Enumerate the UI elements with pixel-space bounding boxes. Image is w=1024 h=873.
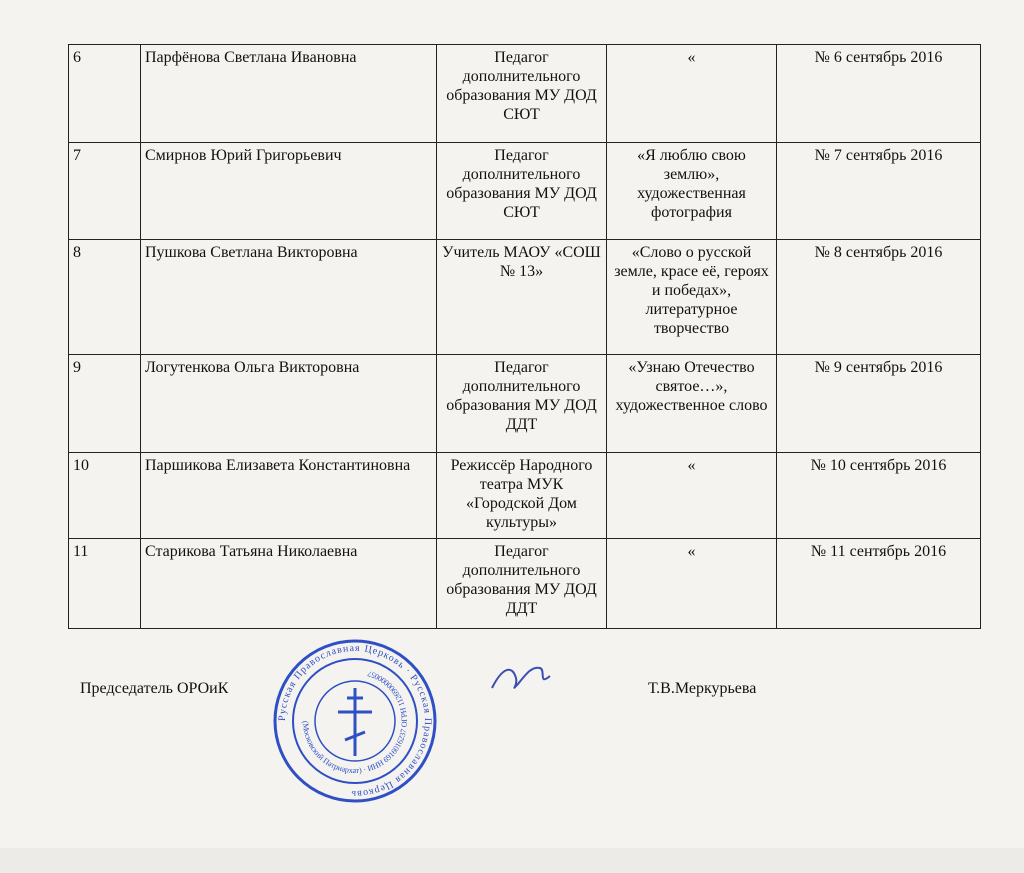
chairman-label: Председатель ОРОиК [80,680,229,697]
table-row [69,453,981,539]
row-number: 8 [69,240,141,355]
table-row [69,539,981,629]
table-row [69,240,981,355]
nomination-work: « [607,45,777,143]
page-bottom-margin [0,848,1024,873]
row-number: 9 [69,355,141,453]
certificates-table [68,44,981,629]
church-stamp-seal [270,636,440,806]
signatory-name: Т.В.Меркурьева [648,680,757,697]
row-number: 7 [69,143,141,240]
certificate-number: № 6 сентябрь 2016 [777,45,981,143]
nomination-work: «Слово о русской земле, красе её, героях и победах», литературное творчество [607,240,777,355]
handwritten-signature [488,658,558,700]
participant-name: Паршикова Елизавета Константиновна [141,453,437,539]
svg-text:Русская Православная Церковь ·: Русская Православная Церковь · Русская Православная Церковь [276,642,434,800]
nomination-work: «Я люблю свою землю», художественная фотография [607,143,777,240]
table-row [69,355,981,453]
participant-position: Учитель МАОУ «СОШ № 13» [437,240,607,355]
participant-name: Смирнов Юрий Григорьевич [141,143,437,240]
certificate-number: № 9 сентябрь 2016 [777,355,981,453]
svg-text:(Московский Патриархат) · ИНН: (Московский Патриархат) · ИНН 6916016237 ОГРН 1126900000057 [300,668,410,776]
table-row [69,143,981,240]
row-number: 6 [69,45,141,143]
row-number: 11 [69,539,141,629]
row-number: 10 [69,453,141,539]
certificate-number: № 11 сентябрь 2016 [777,539,981,629]
certificate-number: № 10 сентябрь 2016 [777,453,981,539]
participant-name: Старикова Татьяна Николаевна [141,539,437,629]
nomination-work: « [607,453,777,539]
table-row [69,45,981,143]
certificate-number: № 8 сентябрь 2016 [777,240,981,355]
participant-position: Педагог дополнительного образования МУ ДОД ДДТ [437,539,607,629]
orthodox-cross-icon [338,688,372,756]
participant-name: Пушкова Светлана Викторовна [141,240,437,355]
certificate-number: № 7 сентябрь 2016 [777,143,981,240]
nomination-work: «Узнаю Отечество святое…», художественное слово [607,355,777,453]
participant-position: Педагог дополнительного образования МУ ДОД СЮТ [437,45,607,143]
participant-position: Режиссёр Народного театра МУК «Городской Дом культуры» [437,453,607,539]
participant-position: Педагог дополнительного образования МУ ДОД ДДТ [437,355,607,453]
nomination-work: « [607,539,777,629]
participant-name: Логутенкова Ольга Викторовна [141,355,437,453]
participant-name: Парфёнова Светлана Ивановна [141,45,437,143]
participant-position: Педагог дополнительного образования МУ ДОД СЮТ [437,143,607,240]
